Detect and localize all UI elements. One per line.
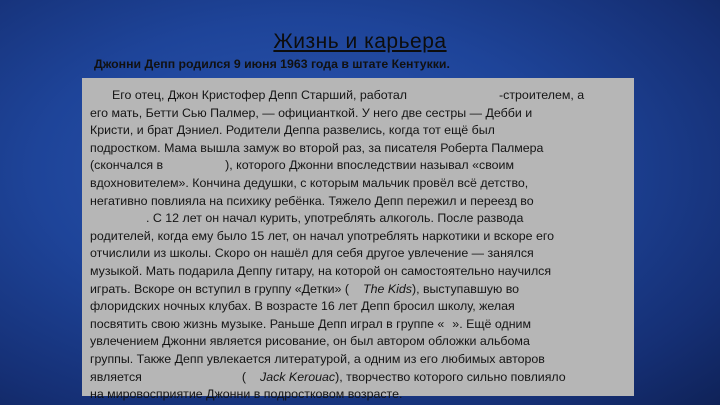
text-fragment: ), которого Джонни впоследствии называл «своим (225, 158, 514, 173)
text-line (90, 210, 630, 228)
text-line: его мать, Бетти Сью Палмер, — официанткой. У него две сестры — Дебби и (90, 105, 533, 120)
biography-text (90, 87, 630, 404)
text-fragment: ), выступавшую во (411, 281, 520, 296)
text-line: флоридских ночных клубах. В возрасте 16 лет Депп бросил школу, желая (90, 299, 515, 314)
text-fragment: Его отец, Джон Кристофер Депп Старший, работал (112, 88, 408, 102)
text-fragment: является (90, 369, 142, 384)
text-line: увлечением Джонни является рисование, он был автором обложки альбома (90, 334, 530, 349)
text-fragment: ». Ещё одним (452, 316, 531, 331)
text-fragment: посвятить свою жизнь музыке. Раньше Депп играл в группе « (90, 316, 445, 331)
text-line (90, 157, 630, 175)
slide-title (0, 30, 720, 54)
text-line: группы. Также Депп увлекается литературой, а одним из его любимых авторов (90, 351, 545, 366)
text-fragment: (скончался в (90, 158, 164, 173)
text-line (90, 316, 630, 334)
text-fragment: играть. Вскоре он вступил в группу «Детки» ( (90, 281, 350, 296)
text-line: негативно повлияла на психику ребёнка. Тяжело Депп пережил и переезд во (90, 193, 534, 208)
text-line (90, 87, 630, 105)
text-line: родителей, когда ему было 15 лет, он начал употреблять наркотики и вскоре его (90, 228, 555, 243)
text-fragment-italic: Jack Kerouac (260, 369, 336, 384)
text-line: Кристи, и брат Дэниел. Родители Деппа развелись, когда тот ещё был (90, 123, 495, 138)
text-line: подростком. Мама вышла замуж во второй раз, за писателя Роберта Палмера (90, 140, 544, 155)
text-fragment: ( (241, 369, 247, 384)
text-fragment: ), творчество которого сильно повлияло (335, 369, 566, 384)
slide-subtitle: Джонни Депп родился 9 июня 1963 года в штате Кентукки. (94, 57, 450, 71)
text-fragment-italic: The Kids (363, 281, 412, 296)
text-line: вдохновителем». Кончина дедушки, с которым мальчик провёл всё детство, (90, 175, 529, 190)
text-line (90, 369, 630, 387)
text-line (90, 281, 630, 299)
text-fragment: . С 12 лет он начал курить, употреблять алкоголь. После развода (146, 211, 524, 226)
text-line: отчислили из школы. Скоро он нашёл для себя другое увлечение — занялся (90, 246, 534, 261)
text-line: на мировосприятие Джонни в подростковом возрасте. (90, 387, 403, 402)
slide-title-text: Жизнь и карьера (273, 30, 447, 53)
text-line: музыкой. Мать подарила Деппу гитару, на которой он самостоятельно научился (90, 263, 552, 278)
text-fragment: -строителем, а (499, 88, 585, 102)
